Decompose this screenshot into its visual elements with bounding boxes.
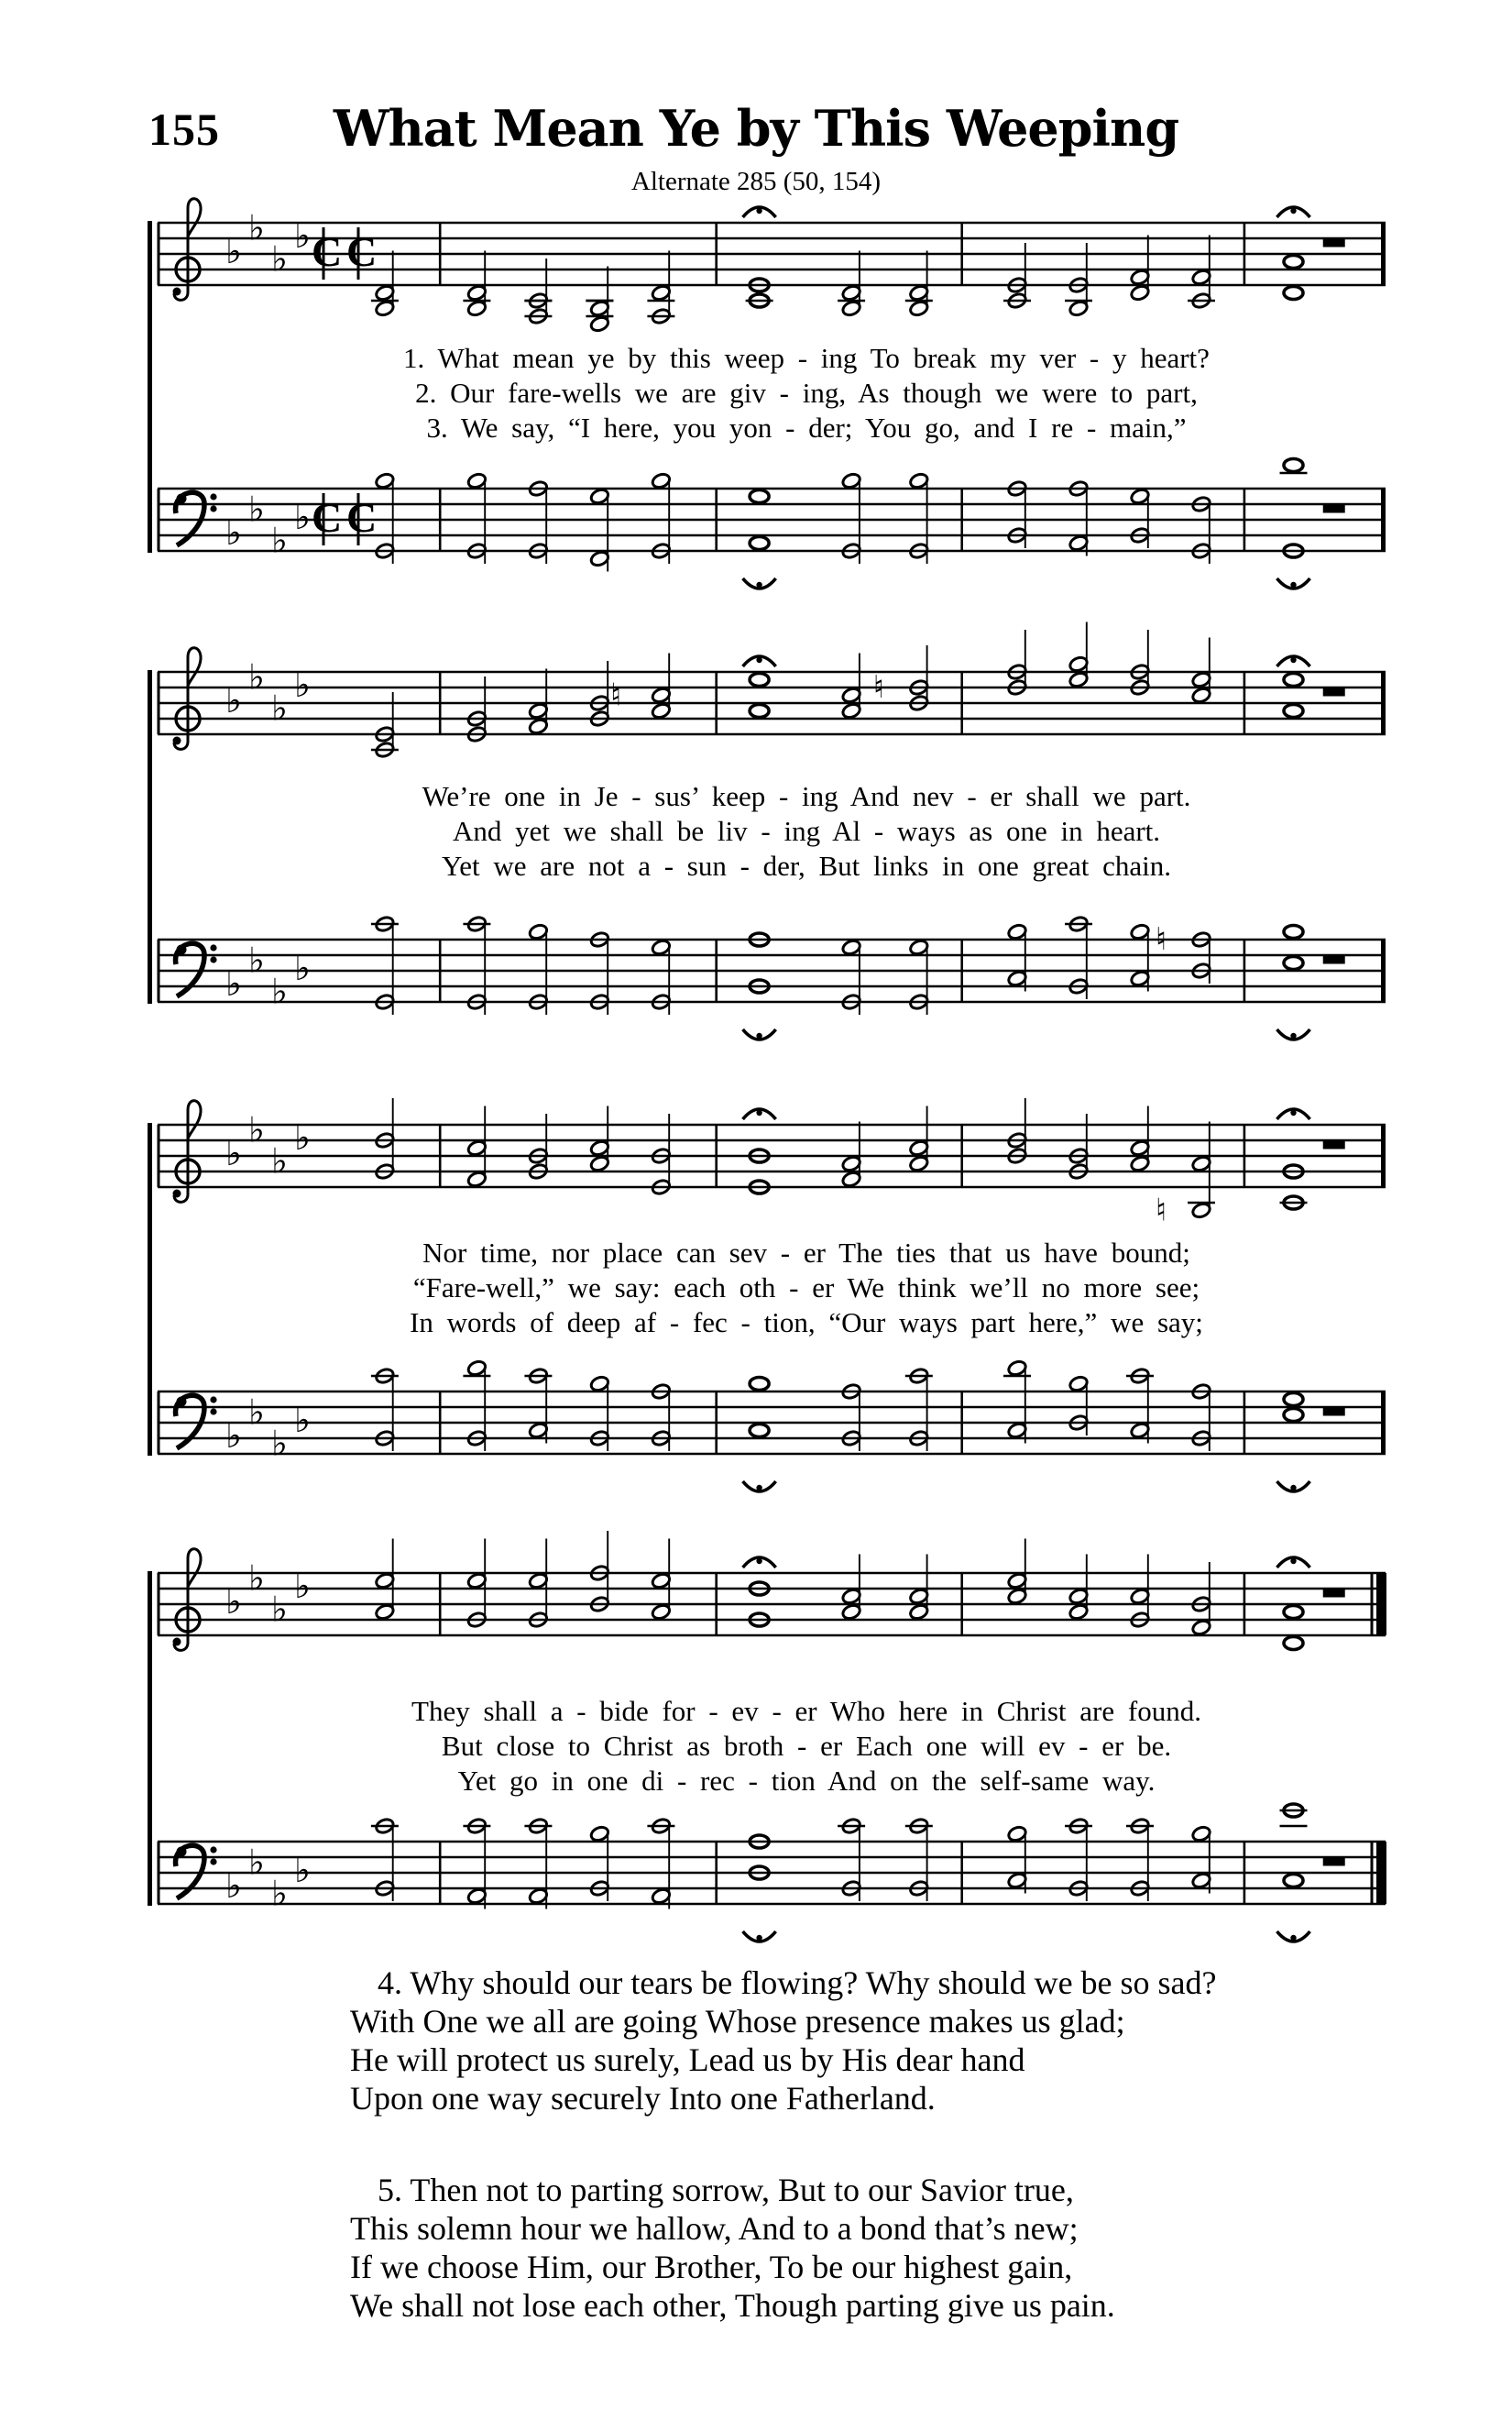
verse-line: We shall not lose each other, Though parting give us pain. — [350, 2287, 1115, 2324]
half-note-chord — [463, 1817, 490, 1908]
whole-note-chord — [1284, 1606, 1303, 1650]
fermata-icon — [1277, 656, 1310, 666]
fermata-icon — [743, 1931, 776, 1942]
half-note-chord — [1068, 622, 1090, 689]
hymn-number: 155 — [148, 104, 220, 155]
whole-rest — [1323, 505, 1345, 513]
lyric-line: They shall a - bide for - ev - er Who here in Christ are found. — [411, 1695, 1201, 1727]
lyric-line: We’re one in Je - sus’ keep - ing And nev - er shall we part. — [422, 780, 1191, 812]
cut-time-icon — [346, 227, 377, 280]
half-note-chord — [1007, 1825, 1028, 1894]
flat-icon: ♭ — [248, 207, 265, 248]
whole-note-chord — [1280, 459, 1308, 558]
flat-icon: ♭ — [294, 1117, 311, 1158]
half-note-chord — [589, 1825, 610, 1901]
half-note-chord — [1003, 1359, 1031, 1444]
half-note-chord — [524, 1367, 552, 1443]
flat-icon: ♭ — [225, 1133, 242, 1173]
half-note-chord — [1130, 630, 1151, 697]
whole-note-chord — [1280, 1804, 1308, 1887]
flat-icon: ♭ — [271, 971, 288, 1012]
fermata-icon — [1277, 1931, 1310, 1942]
natural-icon: ♮ — [1155, 921, 1167, 958]
fermata-icon — [1277, 1481, 1310, 1491]
time-signature: C — [312, 494, 343, 541]
flat-icon: ♭ — [248, 940, 265, 981]
whole-note-chord — [1284, 926, 1303, 970]
whole-rest — [1323, 239, 1345, 248]
hymn-subtitle: Alternate 285 (50, 154) — [630, 167, 882, 196]
half-note-chord — [909, 939, 930, 1015]
half-note-chord — [651, 1539, 672, 1622]
fermata-icon — [1277, 1029, 1310, 1040]
page-title: What Mean Ye by This Weeping — [333, 99, 1179, 158]
notehead — [750, 705, 769, 718]
notehead — [1284, 1875, 1303, 1887]
notehead — [750, 1378, 769, 1391]
natural-icon: ♮ — [609, 676, 622, 714]
half-note-chord — [589, 488, 610, 572]
half-note-chord — [1130, 1555, 1151, 1629]
fermata-icon — [1277, 1109, 1310, 1119]
final-thick-barline — [1376, 1842, 1386, 1904]
half-note-chord — [841, 1382, 862, 1451]
fermata-icon — [1277, 1557, 1310, 1568]
half-note-chord — [463, 915, 490, 1015]
flat-icon: ♭ — [294, 215, 311, 256]
system-4-treble-staff — [0, 1496, 1512, 1701]
half-note-chord — [375, 1539, 396, 1622]
flat-icon: ♭ — [225, 1581, 242, 1622]
lyrics-system-1 — [211, 341, 1402, 446]
flat-icon: ♭ — [225, 512, 242, 553]
fermata-icon — [743, 578, 776, 588]
half-note-chord — [1191, 1382, 1212, 1451]
fermata-icon — [743, 1557, 776, 1568]
system-3-treble-staff — [0, 1048, 1512, 1253]
lyric-line: In words of deep af - fec - tion, “Our ways part here,” we say; — [410, 1306, 1203, 1338]
whole-note-chord — [750, 933, 769, 993]
notehead — [1284, 287, 1303, 300]
flat-icon: ♭ — [248, 1109, 265, 1150]
whole-note-chord — [750, 674, 769, 718]
half-note-chord — [586, 267, 613, 334]
system-1-bass-staff — [0, 419, 1512, 606]
verse-4 — [350, 1964, 1413, 2118]
lyrics-system-2 — [211, 779, 1402, 884]
flat-icon: ♭ — [294, 665, 311, 705]
whole-rest — [1323, 688, 1345, 697]
notehead — [1284, 1409, 1303, 1422]
flat-icon: ♭ — [294, 1400, 311, 1440]
flat-icon: ♭ — [271, 688, 288, 729]
half-note-chord — [1007, 479, 1028, 548]
fermata-icon — [743, 1481, 776, 1491]
flat-icon: ♭ — [294, 497, 311, 537]
flat-icon: ♭ — [294, 1850, 311, 1890]
half-note-chord — [647, 1817, 674, 1908]
lyric-line: Yet we are not a - sun - der, But links in one great chain. — [441, 850, 1172, 882]
whole-rest — [1323, 1408, 1345, 1416]
flat-icon: ♭ — [271, 520, 288, 561]
notehead — [1284, 705, 1303, 718]
verse-line: This solemn hour we hallow, And to a bond that’s new; — [350, 2210, 1079, 2247]
verse-line: 4. Why should our tears be flowing? Why should we be so sad? — [378, 1964, 1217, 2001]
flat-icon: ♭ — [271, 1873, 288, 1914]
half-note-chord — [651, 1382, 672, 1451]
flat-icon: ♭ — [248, 489, 265, 530]
system-3-bass-staff — [0, 1322, 1512, 1509]
half-note-chord — [1007, 630, 1028, 697]
half-note-chord — [909, 645, 930, 712]
notehead — [1284, 1393, 1303, 1406]
flat-icon: ♭ — [294, 1566, 311, 1606]
fermata-icon — [743, 1109, 776, 1119]
half-note-chord — [841, 939, 862, 1015]
half-note-chord — [466, 1106, 488, 1189]
half-note-chord — [1007, 1098, 1028, 1165]
half-note-chord — [1126, 1367, 1154, 1443]
cut-time-icon — [312, 227, 342, 280]
half-note-chord — [651, 939, 672, 1015]
half-note-chord — [1188, 236, 1215, 310]
verse-line: He will protect us surely, Lead us by His dear hand — [350, 2041, 1025, 2078]
flat-icon: ♭ — [294, 948, 311, 988]
natural-icon: ♮ — [1155, 1192, 1167, 1229]
half-note-chord — [1191, 495, 1212, 564]
verse-line: Upon one way securely Into one Fatherland. — [350, 2080, 936, 2117]
whole-note-chord — [746, 279, 773, 307]
notehead — [750, 537, 769, 550]
half-note-chord — [524, 1817, 552, 1908]
whole-note-chord — [1284, 674, 1303, 718]
system-left-barline — [148, 670, 152, 1004]
fermata-icon — [1277, 578, 1310, 588]
half-note-chord — [1130, 923, 1151, 992]
notehead — [1284, 1606, 1303, 1619]
flat-icon: ♭ — [248, 656, 265, 698]
lyric-line: Nor time, nor place can sev - er The ties that us have bound; — [422, 1237, 1190, 1269]
half-note-chord — [466, 1539, 488, 1629]
verse-5 — [350, 2171, 1413, 2325]
half-note-chord — [647, 251, 674, 325]
lyric-line: 3. We say, “I here, you yon - der; You go, and I re - main,” — [426, 412, 1187, 444]
notehead — [1284, 674, 1303, 687]
flat-icon: ♭ — [225, 231, 242, 271]
notehead — [1284, 1637, 1303, 1650]
whole-rest — [1323, 1590, 1345, 1598]
notehead — [1284, 459, 1303, 472]
system-4-bass-staff — [0, 1772, 1512, 1959]
lyric-line: And yet we shall be liv - ing Al - ways as one in heart. — [452, 815, 1161, 847]
whole-rest — [1323, 1858, 1345, 1866]
half-note-chord — [589, 1375, 610, 1451]
whole-rest — [1323, 1141, 1345, 1150]
verse-line: 5. Then not to parting sorrow, But to our Savior true, — [378, 2172, 1074, 2208]
notehead — [750, 490, 769, 503]
flat-icon: ♭ — [225, 1415, 242, 1456]
whole-rest — [1323, 956, 1345, 964]
notehead — [750, 674, 769, 687]
natural-icon: ♮ — [872, 669, 884, 706]
fermata-icon — [1277, 207, 1310, 217]
flat-icon: ♭ — [271, 1589, 288, 1630]
cut-time-icon — [312, 493, 342, 545]
lyrics-system-4 — [211, 1694, 1402, 1798]
fermata-icon — [743, 207, 776, 217]
lyrics-system-3 — [211, 1236, 1402, 1340]
time-signature: C — [346, 228, 378, 275]
flat-icon: ♭ — [225, 1865, 242, 1906]
flat-icon: ♭ — [248, 1842, 265, 1883]
verse-line: If we choose Him, our Brother, To be our highest gain, — [350, 2249, 1073, 2285]
flat-icon: ♭ — [225, 680, 242, 720]
half-note-chord — [528, 1539, 549, 1629]
system-left-barline — [148, 1123, 152, 1456]
system-2-treble-staff — [0, 595, 1512, 800]
system-1-treble-staff — [0, 146, 1512, 351]
flat-icon: ♭ — [271, 1140, 288, 1182]
half-note-chord — [1068, 479, 1090, 556]
time-signature: C — [312, 228, 343, 275]
fermata-icon — [743, 1029, 776, 1040]
verse-line: With One we all are going Whose presence makes us glad; — [350, 2003, 1125, 2040]
notehead — [1284, 256, 1303, 269]
half-note-chord — [1068, 1375, 1090, 1436]
lyric-line: 1. What mean ye by this weep - ing To break my ver - y heart? — [403, 342, 1210, 374]
notehead — [750, 1424, 769, 1437]
half-note-chord — [1007, 923, 1028, 992]
system-left-barline — [148, 1571, 152, 1906]
whole-note-chord — [1284, 256, 1303, 300]
flat-icon: ♭ — [248, 1557, 265, 1599]
final-thick-barline — [1376, 1573, 1386, 1635]
notehead — [1284, 957, 1303, 970]
cut-time-icon — [346, 493, 377, 545]
half-note-chord — [1191, 1825, 1212, 1894]
system-left-barline — [148, 221, 152, 553]
lyric-line: Yet go in one di - rec - tion And on the self-same way. — [457, 1765, 1156, 1797]
lyric-line: “Fare-well,” we say: each oth - er We think we’ll no more see; — [412, 1271, 1200, 1304]
flat-icon: ♭ — [248, 1392, 265, 1433]
flat-icon: ♭ — [225, 963, 242, 1004]
flat-icon: ♭ — [271, 238, 288, 280]
system-2-bass-staff — [0, 870, 1512, 1057]
half-note-chord — [1130, 488, 1151, 548]
lyric-line: But close to Christ as broth - er Each one will ev - er be. — [441, 1730, 1172, 1762]
flat-icon: ♭ — [271, 1423, 288, 1464]
lyric-line: 2. Our fare-wells we are giv - ing, As though we were to part, — [415, 377, 1198, 409]
notehead — [1284, 926, 1303, 939]
fermata-icon — [743, 656, 776, 666]
time-signature: C — [346, 494, 378, 541]
half-note-chord — [371, 915, 399, 1015]
